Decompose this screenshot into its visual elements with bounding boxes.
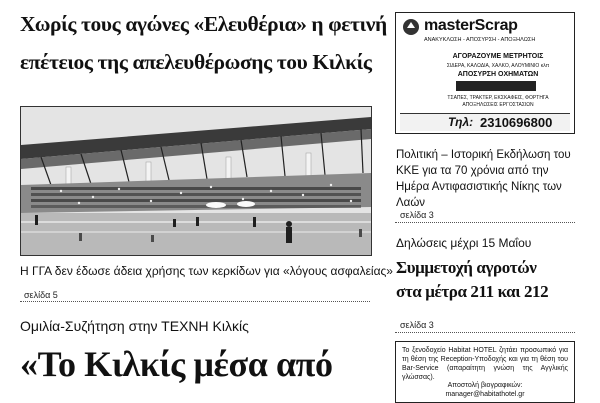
hotel-ad-email[interactable]: manager@habitathotel.gr [445, 391, 525, 398]
stadium-photo [20, 106, 372, 256]
masterscrap-line4: ΤΣΑΠΕΣ, ΤΡΑΚΤΕΡ, ΕΚΣΚΑΦΕΙΣ, ΦΟΡΤΗΓΑ [447, 95, 549, 101]
hotel-ad-contact: Αποστολή βιογραφικών: [447, 382, 523, 389]
masterscrap-line1: ΑΓΟΡΑΖΟΥΜΕ ΜΕΤΡΗΤΟΙΣ [452, 53, 544, 60]
side-headline2-line1: Συμμετοχή αγροτών [396, 258, 537, 277]
side-article2-page: σελίδα 3 [400, 320, 434, 330]
event-headline: «Το Κιλκίς μέσα από [20, 344, 333, 384]
hotel-ad-text: Το ξενοδοχείο Habitat HOTEL ζητάει προσωπικό για τη θέση της Reception-Υποδοχής και για τη θέση του Bar-Service (απαραίτητη γνώση της Αγγλικής γλώσσας). [402, 347, 568, 381]
masterscrap-line2: ΣΙΔΕΡΑ, ΚΑΛΩΔΙΑ, ΧΑΛΚΟ, ΑΛΟΥΜΙΝΙΟ κλπ [446, 63, 550, 69]
divider [20, 301, 370, 302]
side-divider1 [395, 222, 575, 223]
masterscrap-brand: masterScrap [424, 17, 518, 34]
side-article1-page: σελίδα 3 [400, 210, 434, 220]
event-kicker: Ομιλία-Συζήτηση στην ΤΕΧΝΗ Κιλκίς [20, 318, 249, 334]
recycle-icon [402, 18, 420, 36]
main-headline-line2: επέτειος της απελευθέρωσης του Κιλκίς [20, 50, 372, 74]
side-article1: Πολιτική – Ιστορική Εκδήλωση του ΚΚΕ για τα 70 χρόνια από την Ημέρα Αντιφασιστικής Νίκης των Λαών [396, 149, 571, 209]
main-headline-line1: Χωρίς τους αγώνες «Ελευθέρια» η φετινή [20, 12, 387, 36]
masterscrap-tagline: ΑΝΑΚΥΚΛΩΣΗ - ΑΠΟΣΥΡΣΗ - ΑΠΟΞΗΛΩΣΗ [424, 37, 536, 43]
masterscrap-line5: ΑΠΟΞΗΛΩΣΕΙΣ ΕΡΓΟΣΤΑΣΙΩΝ [462, 102, 534, 108]
side-divider2 [395, 332, 575, 333]
phone-number[interactable]: 2310696800 [480, 115, 553, 130]
habitat-hotel-ad[interactable] [395, 341, 575, 403]
photo-caption: Η ΓΓΑ δεν έδωσε άδεια χρήσης των κερκίδων για «λόγους ασφαλείας» [20, 264, 393, 278]
masterscrap-phone-row [400, 113, 570, 131]
masterscrap-ad[interactable] [395, 12, 575, 134]
side-headline2-line2: στα μέτρα 211 και 212 [396, 282, 549, 301]
masterscrap-banner [456, 81, 536, 91]
side-kicker2: Δηλώσεις μέχρι 15 Μαΐου [396, 236, 532, 250]
phone-label: Τηλ: [448, 115, 474, 129]
masterscrap-line3: ΑΠΟΣΥΡΣΗ ΟΧΗΜΑΤΩΝ [457, 71, 539, 78]
photo-page-ref: σελίδα 5 [24, 290, 58, 300]
